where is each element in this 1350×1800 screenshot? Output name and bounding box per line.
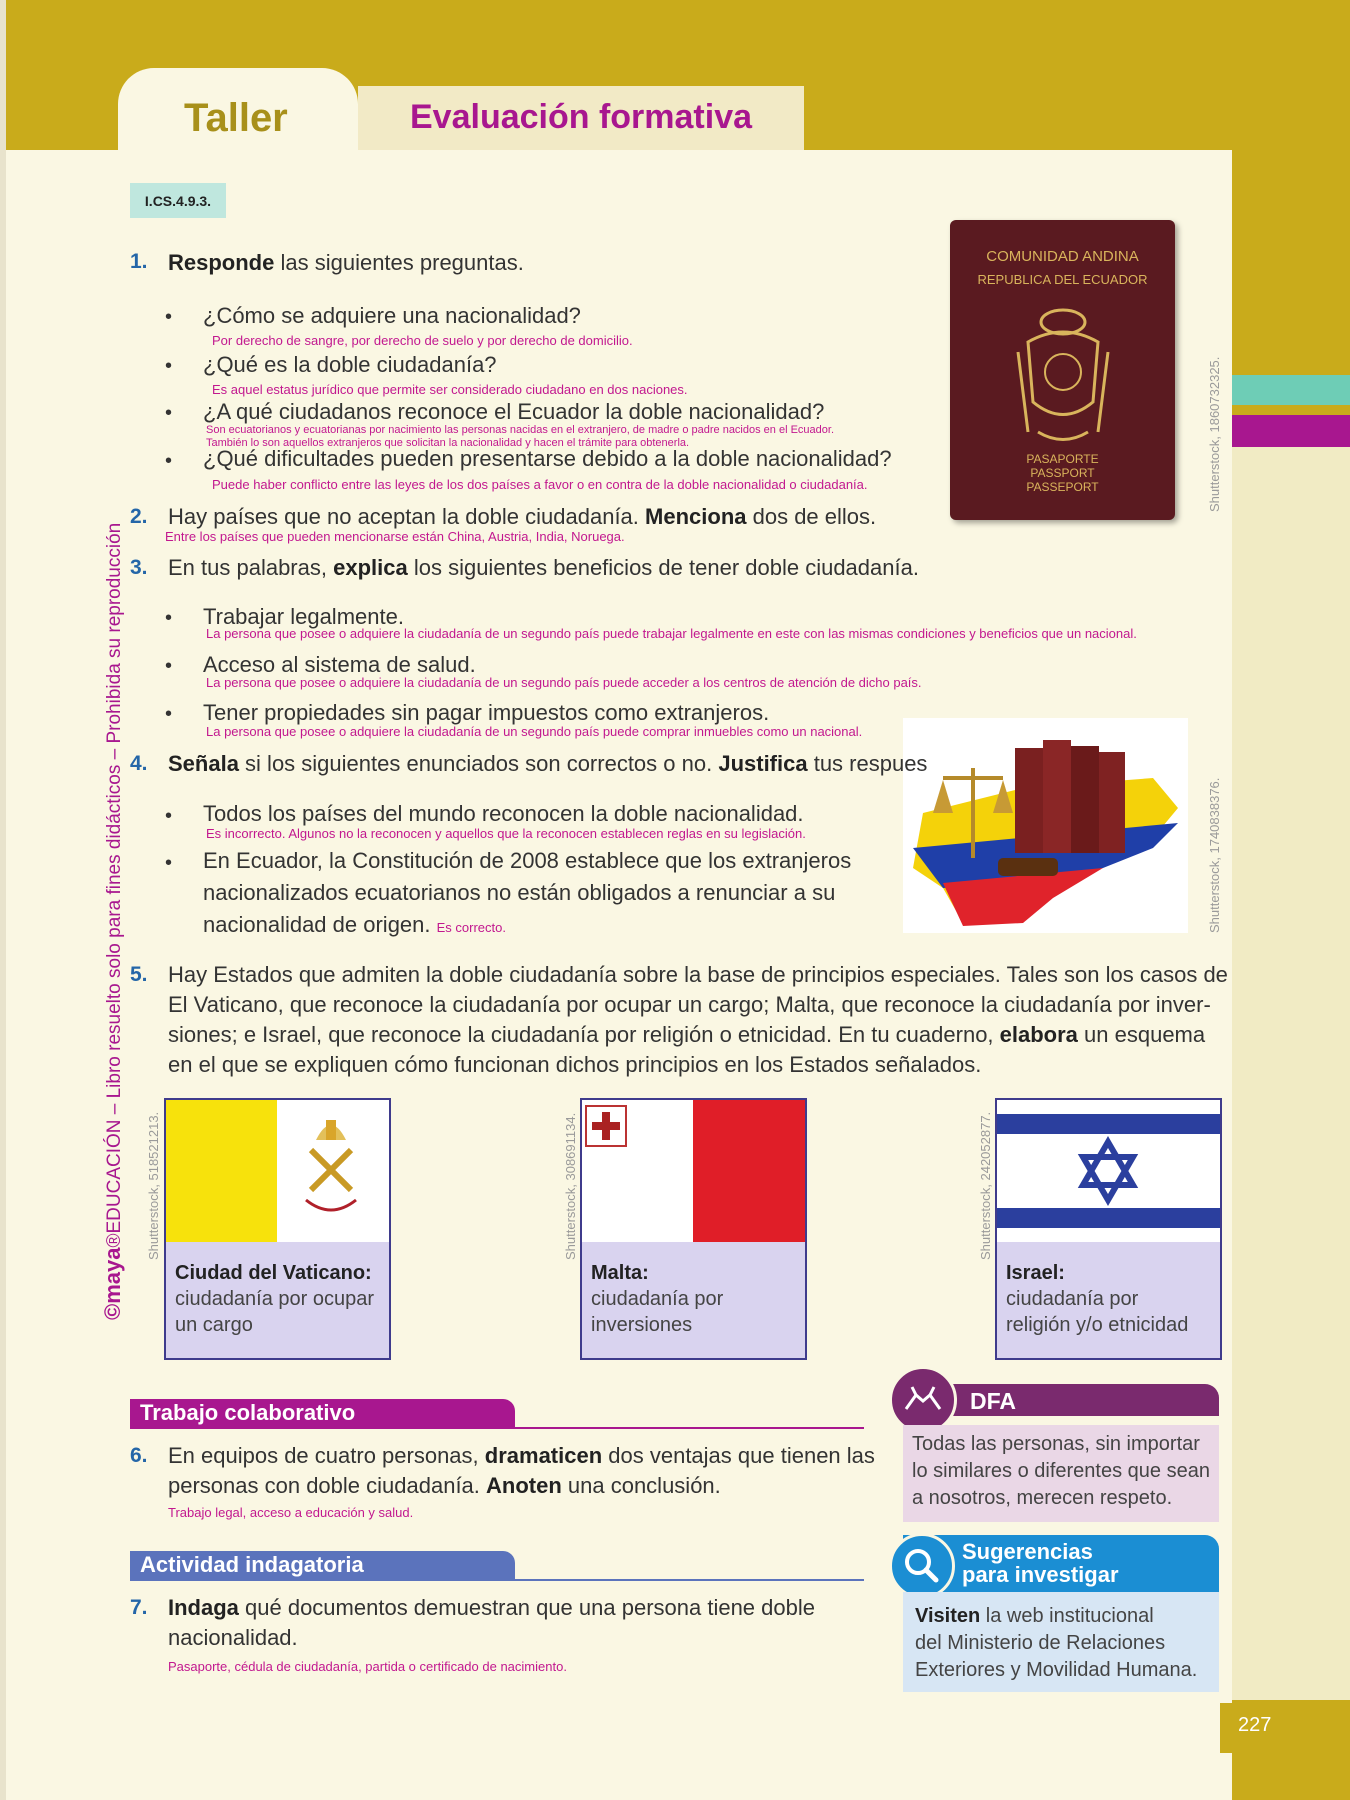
- question-number: 1.: [130, 250, 148, 273]
- inquiry-header: Actividad indagatoria: [130, 1551, 515, 1579]
- bullet-icon: •: [165, 805, 173, 827]
- evaluation-title: Evaluación formativa: [410, 98, 753, 136]
- passport-line: PASSPORT: [1030, 466, 1095, 480]
- answer-text: La persona que posee o adquiere la ciudadanía de un segundo país puede acceder a los centros de atención de dicho país.: [206, 675, 922, 690]
- answer-text: La persona que posee o adquiere la ciudadanía de un segundo país puede trabajar legalmente en este con las mismas condiciones y beneficios que un nacional.: [206, 626, 1137, 641]
- bullet-icon: •: [165, 402, 173, 424]
- passport-line: PASAPORTE: [1026, 452, 1099, 466]
- answer-text: También lo son aquellos extranjeros que solicitan la nacionalidad y hacen el trámite para obtenerla.: [206, 437, 690, 449]
- question-number: 3.: [130, 556, 148, 579]
- question-text: En equipos de cuatro personas, dramaticen dos ventajas que tienen las: [168, 1443, 875, 1468]
- bullet-icon: •: [165, 450, 173, 472]
- collab-line: [130, 1427, 864, 1429]
- right-margin: [1232, 445, 1350, 1700]
- answer-text: Son ecuatorianos y ecuatorianas por nacimiento las personas nacidas en el extranjero, de madre o padre nacidos en el Ecuador.: [206, 424, 834, 436]
- question-text: Indaga qué documentos demuestran que una persona tiene doble: [168, 1595, 815, 1620]
- section-tab-teal: [1232, 375, 1350, 405]
- question-text: Hay países que no aceptan la doble ciudadanía. Menciona dos de ellos.: [168, 504, 877, 529]
- copyright-text: ®EDUCACIÓN – Libro resuelto solo para fines didácticos – Prohibida su reproducción: [104, 522, 125, 1248]
- bullet-icon: •: [165, 703, 173, 725]
- inquiry-line: [130, 1579, 864, 1581]
- answer-text: Entre los países que pueden mencionarse están China, Austria, India, Noruega.: [165, 529, 625, 544]
- answer-text: Es aquel estatus jurídico que permite ser considerado ciudadano en dos naciones.: [212, 382, 688, 397]
- magnifier-icon: [892, 1536, 952, 1596]
- answer-text: Puede haber conflicto entre las leyes de los dos países a favor o en contra de la doble nacionalidad o ciudadanía.: [212, 477, 868, 492]
- suggestions-text: del Ministerio de Relaciones: [915, 1632, 1166, 1654]
- paragraph-line: El Vaticano, que reconoce la ciudadanía por ocupar un cargo; Malta, que reconoce la ciudadanía por inver-: [168, 992, 1211, 1017]
- question-number: 6.: [130, 1444, 148, 1467]
- question-text: Señala si los siguientes enunciados son correctos o no. Justifica tus respues: [168, 751, 928, 776]
- answer-text: Trabajo legal, acceso a educación y salud.: [168, 1505, 414, 1520]
- taller-title: Taller: [184, 96, 288, 140]
- question-number: 5.: [130, 963, 148, 986]
- ecuador-map-icon: [903, 718, 1188, 933]
- dfa-text: a nosotros, merecen respeto.: [912, 1487, 1173, 1509]
- question-text: En tus palabras, explica los siguientes beneficios de tener doble ciudadanía.: [168, 555, 919, 580]
- answer-text: Es correcto.: [436, 920, 506, 935]
- sub-question: Trabajar legalmente.: [203, 604, 404, 629]
- question-number: 2.: [130, 505, 148, 528]
- answer-text: Pasaporte, cédula de ciudadanía, partida o certificado de nacimiento.: [168, 1659, 567, 1674]
- sub-question: ¿Qué dificultades pueden presentarse debido a la doble nacionalidad?: [203, 446, 892, 471]
- sub-question: ¿Qué es la doble ciudadanía?: [203, 352, 497, 377]
- suggestions-badge: [889, 1533, 955, 1599]
- dfa-title: DFA: [970, 1388, 1016, 1414]
- vatican-flag-icon: [166, 1100, 389, 1242]
- paragraph-line: siones; e Israel, que reconoce la ciudadanía por religión o etnicidad. En tu cuaderno, elabora un esquema: [168, 1022, 1206, 1047]
- brand-logo: ©maya: [100, 1247, 125, 1320]
- passport-line: PASSEPORT: [1026, 480, 1099, 494]
- sub-question: Tener propiedades sin pagar impuestos como extranjeros.: [203, 700, 770, 725]
- left-strip: [0, 0, 6, 1800]
- answer-text: La persona que posee o adquiere la ciudadanía de un segundo país puede comprar inmuebles como un nacional.: [206, 724, 863, 739]
- suggestions-text: Exteriores y Movilidad Humana.: [915, 1659, 1198, 1681]
- malta-flag-icon: [582, 1100, 805, 1242]
- dfa-text: lo similares o diferentes que sean: [912, 1460, 1210, 1482]
- image-credit: Shutterstock, 1860732325.: [1207, 356, 1222, 512]
- statement-line: nacionalizados ecuatorianos no están obligados a renunciar a su: [203, 880, 836, 905]
- bullet-icon: •: [165, 655, 173, 677]
- image-credit: Shutterstock, 518521213.: [146, 1111, 161, 1260]
- sub-question: Todos los países del mundo reconocen la doble nacionalidad.: [203, 801, 804, 826]
- suggestions-title: para investigar: [962, 1562, 1119, 1587]
- sub-question: ¿A qué ciudadanos reconoce el Ecuador la doble nacionalidad?: [203, 399, 825, 424]
- question-number: 7.: [130, 1596, 148, 1619]
- bullet-icon: •: [165, 852, 173, 874]
- question-number: 4.: [130, 752, 148, 775]
- image-credit: Shutterstock, 1740838376.: [1207, 777, 1222, 933]
- copyright-vertical: [100, 523, 126, 1320]
- justice-ecuador-image: [903, 718, 1188, 933]
- image-credit: Shutterstock, 242052877.: [978, 1111, 993, 1260]
- section-tab-magenta: [1232, 415, 1350, 447]
- image-credit: Shutterstock, 308691134.: [563, 1112, 578, 1260]
- israel-flag-icon: [997, 1100, 1220, 1242]
- statement-line: nacionalidad de origen. Es correcto.: [203, 912, 506, 937]
- question-text: Responde las siguientes preguntas.: [168, 250, 524, 275]
- answer-text: Es incorrecto. Algunos no la reconocen y aquellos que la reconocen establecen reglas en su legislación.: [206, 826, 806, 841]
- dfa-badge: [889, 1366, 957, 1434]
- suggestions-title: Sugerencias: [962, 1539, 1093, 1564]
- sub-question: Acceso al sistema de salud.: [203, 652, 476, 677]
- answer-text: Por derecho de sangre, por derecho de suelo y por derecho de domicilio.: [212, 333, 633, 348]
- question-text: personas con doble ciudadanía. Anoten una conclusión.: [168, 1473, 721, 1498]
- bullet-icon: •: [165, 607, 173, 629]
- bullet-icon: •: [165, 306, 173, 328]
- passport-line: REPUBLICA DEL ECUADOR: [977, 272, 1148, 287]
- flag-caption: Ciudad del Vaticano: ciudadanía por ocupar un cargo: [175, 1262, 375, 1336]
- flag-card-malta: [580, 1098, 807, 1360]
- collab-header: Trabajo colaborativo: [130, 1399, 515, 1427]
- bullet-icon: •: [165, 355, 173, 377]
- dfa-text: Todas las personas, sin importar: [912, 1433, 1200, 1455]
- paragraph-line: en el que se expliquen cómo funcionan dichos principios en los Estados señalados.: [168, 1052, 982, 1077]
- statement-line: En Ecuador, la Constitución de 2008 establece que los extranjeros: [203, 848, 852, 873]
- flag-caption: Malta: ciudadanía por inversiones: [591, 1262, 724, 1336]
- handshake-icon: [892, 1369, 954, 1431]
- paragraph-line: Hay Estados que admiten la doble ciudadanía sobre la base de principios especiales. Tales son los casos de: [168, 962, 1228, 987]
- indicator-code: I.CS.4.9.3.: [130, 183, 226, 218]
- coat-of-arms-icon: [1008, 302, 1118, 452]
- flag-caption: Israel: ciudadanía por religión y/o etnicidad: [1006, 1262, 1189, 1336]
- flag-card-israel: [995, 1098, 1222, 1360]
- sub-question: ¿Cómo se adquiere una nacionalidad?: [203, 303, 581, 328]
- question-text: nacionalidad.: [168, 1625, 298, 1650]
- passport-image: [950, 220, 1175, 520]
- flag-card-vatican: [164, 1098, 391, 1360]
- suggestions-text: Visiten la web institucional: [915, 1605, 1154, 1627]
- page-number: 227: [1238, 1714, 1272, 1736]
- passport-line: COMUNIDAD ANDINA: [986, 248, 1139, 265]
